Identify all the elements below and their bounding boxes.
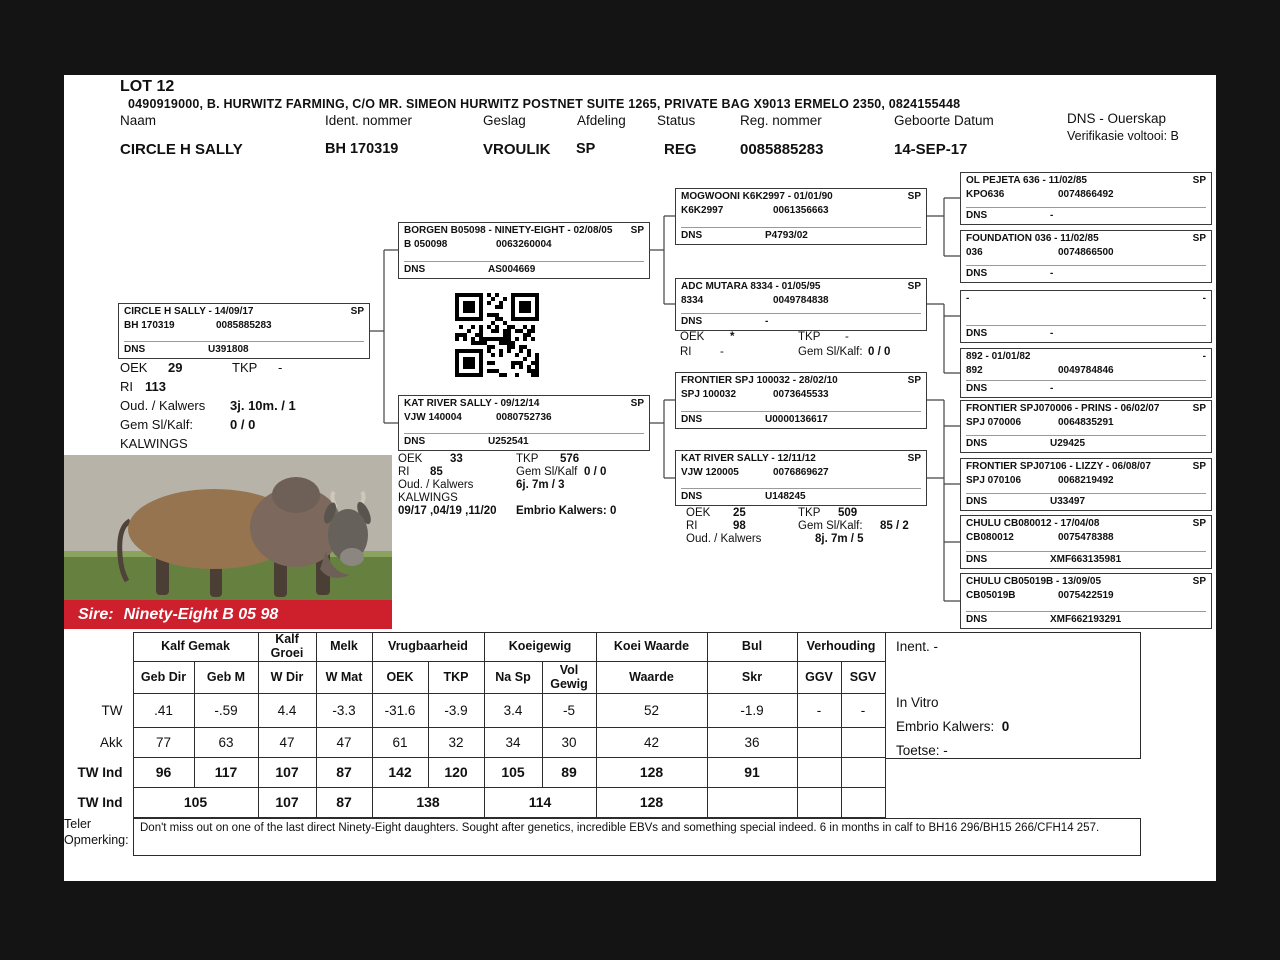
pedigree-box bbox=[960, 290, 1212, 343]
stat-label: OEK bbox=[398, 453, 423, 465]
remark-label bbox=[64, 816, 129, 849]
col-label-geslag: Geslag bbox=[483, 113, 526, 128]
pedigree-box bbox=[960, 230, 1212, 283]
remark-label-line1: Teler bbox=[64, 817, 92, 831]
stat-value: 85 / 2 bbox=[880, 520, 909, 532]
breeder-line: 0490919000, B. HURWITZ FARMING, C/O MR. SIMEON HURWITZ POSTNET SUITE 1265, PRIVATE BAG X9013 ERMELO 2350, 0824155448 bbox=[128, 97, 961, 111]
ebv-cell: -3.3 bbox=[316, 693, 372, 727]
stat-value: 33 bbox=[450, 453, 463, 465]
afdeling-badge: SP bbox=[1192, 576, 1206, 587]
ebv-cell bbox=[841, 757, 885, 787]
animal-id: BH 170319 bbox=[124, 319, 175, 331]
dam-stats bbox=[398, 453, 616, 518]
column-header: W Mat bbox=[316, 661, 372, 693]
dns-label: DNS bbox=[404, 435, 426, 447]
stat-label: KALWINGS bbox=[120, 436, 188, 451]
ebv-cell: -5 bbox=[542, 693, 596, 727]
stat-label: OEK bbox=[680, 331, 705, 343]
pedigree-box bbox=[398, 395, 650, 451]
stat-value: Embrio Kalwers: 0 bbox=[516, 505, 617, 517]
column-header-row bbox=[69, 661, 885, 693]
column-header: SGV bbox=[841, 661, 885, 693]
afdeling-badge: SP bbox=[1192, 518, 1206, 529]
animal-geboorte: 14-SEP-17 bbox=[894, 141, 968, 158]
dns-label: DNS bbox=[966, 267, 988, 279]
stat-label: OEK bbox=[120, 360, 148, 375]
animal-number: 0063260004 bbox=[496, 238, 552, 250]
animal-name: KAT RIVER SALLY - 09/12/14 bbox=[404, 398, 540, 409]
ebv-cell: 63 bbox=[194, 727, 258, 757]
row-label: TW Ind bbox=[77, 764, 123, 780]
pedigree-box bbox=[675, 450, 927, 506]
animal-number: 0074866500 bbox=[1058, 246, 1114, 258]
stat-label: RI bbox=[120, 379, 133, 394]
ebv-cell: 32 bbox=[428, 727, 484, 757]
pedigree-box bbox=[960, 348, 1212, 398]
group-header: Verhouding bbox=[797, 633, 885, 662]
dns-value: U29425 bbox=[1050, 437, 1086, 449]
col-label-geboorte: Geboorte Datum bbox=[894, 113, 994, 128]
animal-number: 0068219492 bbox=[1058, 474, 1114, 486]
ebv-cell bbox=[797, 757, 841, 787]
pedigree-box bbox=[960, 515, 1212, 569]
ebv-cell: 87 bbox=[316, 757, 372, 787]
embrio-text bbox=[896, 719, 1009, 734]
dns-value: AS004669 bbox=[488, 263, 536, 275]
animal-id: 8334 bbox=[681, 294, 704, 306]
dns-label: DNS bbox=[404, 263, 426, 275]
stat-line bbox=[686, 533, 909, 546]
group-header: Kalf Groei bbox=[258, 633, 316, 662]
ebv-cell: -1.9 bbox=[707, 693, 797, 727]
bull-illustration bbox=[64, 455, 392, 600]
dns-label: DNS bbox=[966, 327, 988, 339]
dns-label: DNS bbox=[681, 315, 703, 327]
stat-value: 8j. 7m / 5 bbox=[815, 533, 864, 545]
ebv-cell bbox=[797, 787, 841, 817]
stat-line bbox=[120, 434, 296, 453]
stat-label: TKP bbox=[516, 453, 539, 465]
remark-box: Don't miss out on one of the last direct Ninety-Eight daughters. Sought after genetics, incredible EBVs and something special indeed. 6 in months in calf to BH16 296/BH15 266/CFH14 257. bbox=[133, 818, 1141, 856]
ebv-cell: 47 bbox=[258, 727, 316, 757]
animal-id: KPO636 bbox=[966, 188, 1005, 200]
dns-label: DNS bbox=[681, 229, 703, 241]
animal-id: SPJ 070106 bbox=[966, 474, 1022, 486]
stat-label: Gem Sl/Kalf: bbox=[798, 520, 863, 532]
animal-name: ADC MUTARA 8334 - 01/05/95 bbox=[681, 281, 821, 292]
stat-label: Gem Sl/Kalf: bbox=[798, 346, 863, 358]
dns-value: - bbox=[765, 315, 769, 327]
animal-id: CB080012 bbox=[966, 531, 1014, 543]
animal-number: 0075422519 bbox=[1058, 589, 1114, 601]
stat-value: 0 / 0 bbox=[230, 417, 256, 432]
dns-value: XMF662193291 bbox=[1050, 613, 1122, 625]
animal-name: FOUNDATION 036 - 11/02/85 bbox=[966, 233, 1099, 244]
group-header: Koei Waarde bbox=[596, 633, 707, 662]
stat-value: 85 bbox=[430, 466, 443, 478]
right-info-panel bbox=[885, 632, 1141, 759]
dns-label: DNS bbox=[966, 495, 988, 507]
invitro-text: In Vitro bbox=[896, 695, 939, 710]
ebv-cell: 105 bbox=[133, 787, 258, 817]
pedigree-box bbox=[960, 573, 1212, 629]
animal-number: 0064835291 bbox=[1058, 416, 1114, 428]
ebv-cell: 96 bbox=[133, 757, 194, 787]
dns-label: DNS bbox=[966, 613, 988, 625]
stat-label: Oud. / Kalwers bbox=[686, 533, 762, 545]
stat-value: - bbox=[720, 346, 724, 358]
stat-value: 576 bbox=[560, 453, 580, 465]
stat-value: 6j. 7m / 3 bbox=[516, 479, 565, 491]
stat-value: 09/17 ,04/19 ,11/20 bbox=[398, 505, 497, 517]
group-header: Bul bbox=[707, 633, 797, 662]
afdeling-badge: SP bbox=[907, 375, 921, 386]
col-label-status: Status bbox=[657, 113, 696, 128]
column-header: TKP bbox=[428, 661, 484, 693]
animal-number: 0074866492 bbox=[1058, 188, 1114, 200]
dns-label: DNS bbox=[124, 343, 146, 355]
animal-name: CHULU CB05019B - 13/09/05 bbox=[966, 576, 1102, 587]
animal-number: 0061356663 bbox=[773, 204, 829, 216]
animal-number: 0049784838 bbox=[773, 294, 829, 306]
afdeling-badge: SP bbox=[907, 191, 921, 202]
animal-afdeling: SP bbox=[576, 141, 596, 157]
stat-label: Gem Sl/Kalf: bbox=[120, 417, 193, 432]
animal-status: REG bbox=[664, 141, 697, 158]
animal-number: 0049784846 bbox=[1058, 364, 1114, 376]
afdeling-badge: SP bbox=[907, 453, 921, 464]
pedigree-box bbox=[960, 172, 1212, 225]
ebv-cell: 107 bbox=[258, 757, 316, 787]
animal-number: 0076869627 bbox=[773, 466, 829, 478]
ebv-cell: .41 bbox=[133, 693, 194, 727]
group-header: Koeigewig bbox=[484, 633, 596, 662]
stat-value: 509 bbox=[838, 507, 858, 519]
animal-name: FRONTIER SPJ070006 - PRINS - 06/02/07 bbox=[966, 403, 1160, 414]
ebv-cell: 120 bbox=[428, 757, 484, 787]
animal-number: 0080752736 bbox=[496, 411, 552, 423]
dns-label: DNS bbox=[966, 209, 988, 221]
remark-label-line2: Opmerking: bbox=[64, 833, 129, 848]
pedigree-box bbox=[675, 372, 927, 429]
animal-id: K6K2997 bbox=[681, 204, 724, 216]
ebv-cell bbox=[707, 787, 797, 817]
ebv-row bbox=[69, 727, 885, 757]
ebv-merged-row bbox=[69, 787, 885, 817]
ebv-cell: 42 bbox=[596, 727, 707, 757]
inent-text: Inent. - bbox=[896, 639, 939, 654]
stat-line bbox=[398, 466, 616, 479]
stat-value: 0 / 0 bbox=[868, 346, 891, 358]
sire-photo bbox=[64, 455, 392, 600]
ebv-cell: 91 bbox=[707, 757, 797, 787]
stat-line bbox=[680, 345, 890, 360]
kat-stats bbox=[686, 507, 909, 546]
ebv-cell: - bbox=[797, 693, 841, 727]
ebv-row bbox=[69, 757, 885, 787]
animal-name: OL PEJETA 636 - 11/02/85 bbox=[966, 175, 1087, 186]
ebv-cell: 142 bbox=[372, 757, 428, 787]
stat-label: TKP bbox=[798, 507, 821, 519]
pedigree-box bbox=[398, 222, 650, 279]
catalog-page bbox=[64, 75, 1216, 881]
stat-line bbox=[686, 507, 909, 520]
qr-code bbox=[455, 293, 539, 377]
dns-value: U0000136617 bbox=[765, 413, 828, 425]
stat-value: - bbox=[278, 360, 283, 375]
column-header: OEK bbox=[372, 661, 428, 693]
column-header: Geb M bbox=[194, 661, 258, 693]
animal-number: 0085885283 bbox=[216, 319, 272, 331]
embrio-value: 0 bbox=[1001, 719, 1010, 734]
dns-value: XMF663135981 bbox=[1050, 553, 1122, 565]
ebv-cell: -.59 bbox=[194, 693, 258, 727]
animal-naam: CIRCLE H SALLY bbox=[120, 141, 243, 158]
ebv-cell: 34 bbox=[484, 727, 542, 757]
afdeling-badge: - bbox=[1202, 293, 1206, 304]
afdeling-badge: SP bbox=[1192, 403, 1206, 414]
animal-name: FRONTIER SPJ07106 - LIZZY - 06/08/07 bbox=[966, 461, 1151, 472]
stat-label: TKP bbox=[232, 360, 258, 375]
stat-label: OEK bbox=[686, 507, 711, 519]
animal-name: FRONTIER SPJ 100032 - 28/02/10 bbox=[681, 375, 838, 386]
stat-line bbox=[120, 358, 296, 377]
dns-value: U252541 bbox=[488, 435, 529, 447]
ebv-cell: 4.4 bbox=[258, 693, 316, 727]
column-header: Geb Dir bbox=[133, 661, 194, 693]
group-header: Vrugbaarheid bbox=[372, 633, 484, 662]
stat-line bbox=[686, 520, 909, 533]
sire-banner-name: Ninety-Eight B 05 98 bbox=[123, 606, 279, 623]
animal-name: CHULU CB080012 - 17/04/08 bbox=[966, 518, 1100, 529]
afdeling-badge: SP bbox=[630, 398, 644, 409]
stat-line bbox=[398, 492, 616, 505]
animal-id: VJW 120005 bbox=[681, 466, 739, 478]
stat-line bbox=[680, 330, 890, 345]
animal-id: SPJ 100032 bbox=[681, 388, 737, 400]
ebv-cell: 138 bbox=[372, 787, 484, 817]
afdeling-badge: SP bbox=[907, 281, 921, 292]
ebv-cell bbox=[797, 727, 841, 757]
pedigree-box bbox=[675, 278, 927, 331]
stat-value: 113 bbox=[145, 379, 166, 394]
stat-value: 25 bbox=[733, 507, 746, 519]
animal-id: 892 bbox=[966, 364, 983, 376]
afdeling-badge: SP bbox=[350, 306, 364, 317]
animal-id: SPJ 070006 bbox=[966, 416, 1022, 428]
pedigree-box bbox=[960, 400, 1212, 453]
ebv-cell: 52 bbox=[596, 693, 707, 727]
col-label-reg: Reg. nommer bbox=[740, 113, 822, 128]
toetse-text: Toetse: - bbox=[896, 743, 948, 758]
pedigree-box bbox=[118, 303, 370, 359]
ebv-cell: 36 bbox=[707, 727, 797, 757]
ebv-cell: 47 bbox=[316, 727, 372, 757]
stat-label: RI bbox=[398, 466, 410, 478]
ebv-cell: - bbox=[841, 693, 885, 727]
ebv-cell: 128 bbox=[596, 787, 707, 817]
animal-id: CB05019B bbox=[966, 589, 1016, 601]
afdeling-badge: SP bbox=[1192, 461, 1206, 472]
sire-banner bbox=[64, 600, 392, 629]
animal-name: KAT RIVER SALLY - 12/11/12 bbox=[681, 453, 816, 464]
column-header: Vol Gewig bbox=[542, 661, 596, 693]
animal-id: VJW 140004 bbox=[404, 411, 462, 423]
stat-label: Oud. / Kalwers bbox=[398, 479, 474, 491]
afdeling-badge: SP bbox=[1192, 233, 1206, 244]
column-header: Skr bbox=[707, 661, 797, 693]
animal-id: 036 bbox=[966, 246, 983, 258]
afdeling-badge: SP bbox=[1192, 175, 1206, 186]
ebv-cell: 61 bbox=[372, 727, 428, 757]
stat-label: KALWINGS bbox=[398, 492, 458, 504]
dns-value: U33497 bbox=[1050, 495, 1086, 507]
dns-label: DNS bbox=[681, 413, 703, 425]
dns-value: U391808 bbox=[208, 343, 249, 355]
dns-value: - bbox=[1050, 382, 1054, 394]
afdeling-badge: SP bbox=[630, 225, 644, 236]
stat-line bbox=[398, 453, 616, 466]
ebv-cell: 128 bbox=[596, 757, 707, 787]
ebv-cell: 30 bbox=[542, 727, 596, 757]
stat-label: TKP bbox=[798, 331, 821, 343]
stat-label: Oud. / Kalwers bbox=[120, 398, 206, 413]
column-header: Na Sp bbox=[484, 661, 542, 693]
pedigree-box bbox=[960, 458, 1212, 511]
stat-value: - bbox=[845, 331, 849, 343]
row-label: Akk bbox=[99, 734, 123, 750]
stat-line bbox=[398, 505, 616, 518]
stat-line bbox=[120, 415, 296, 434]
verifikasie-status: Verifikasie voltooi: B bbox=[1067, 129, 1179, 143]
animal-name: CIRCLE H SALLY - 14/09/17 bbox=[124, 306, 254, 317]
group-header: Melk bbox=[316, 633, 372, 662]
dns-label: DNS bbox=[966, 553, 988, 565]
dns-value: - bbox=[1050, 267, 1054, 279]
dns-label: DNS bbox=[681, 490, 703, 502]
ebv-cell: 89 bbox=[542, 757, 596, 787]
row-label: TW bbox=[101, 702, 123, 718]
dns-value: - bbox=[1050, 327, 1054, 339]
adc-stats bbox=[680, 330, 890, 360]
animal-name: MOGWOONI K6K2997 - 01/01/90 bbox=[681, 191, 833, 202]
col-label-naam: Naam bbox=[120, 113, 157, 128]
ebv-cell: 105 bbox=[484, 757, 542, 787]
stat-line bbox=[398, 479, 616, 492]
ebv-cell: 3.4 bbox=[484, 693, 542, 727]
stat-value: 3j. 10m. / 1 bbox=[230, 398, 296, 413]
afdeling-badge: - bbox=[1202, 351, 1206, 362]
stat-label: RI bbox=[686, 520, 698, 532]
dns-label: DNS bbox=[966, 437, 988, 449]
sire-banner-label: Sire: bbox=[78, 606, 114, 623]
ebv-cell bbox=[841, 787, 885, 817]
row-label: TW Ind bbox=[77, 794, 123, 810]
dns-value: P4793/02 bbox=[765, 229, 808, 241]
stat-value: 0 / 0 bbox=[584, 466, 607, 478]
group-header-row bbox=[69, 633, 885, 662]
embrio-label: Embrio Kalwers: bbox=[896, 719, 995, 734]
column-header: GGV bbox=[797, 661, 841, 693]
col-label-dns: DNS - Ouerskap bbox=[1067, 111, 1167, 126]
animal-geslag: VROULIK bbox=[483, 141, 551, 158]
dns-value: U148245 bbox=[765, 490, 806, 502]
ebv-cell: 77 bbox=[133, 727, 194, 757]
animal-number: 0073645533 bbox=[773, 388, 829, 400]
stat-line bbox=[120, 377, 296, 396]
animal-name: BORGEN B05098 - NINETY-EIGHT - 02/08/05 bbox=[404, 225, 613, 236]
col-label-ident: Ident. nommer bbox=[325, 113, 413, 128]
group-header: Kalf Gemak bbox=[133, 633, 258, 662]
column-header: W Dir bbox=[258, 661, 316, 693]
stat-line bbox=[120, 396, 296, 415]
stat-value: 98 bbox=[733, 520, 746, 532]
stat-label: RI bbox=[680, 346, 692, 358]
ebv-row bbox=[69, 693, 885, 727]
ebv-cell: -3.9 bbox=[428, 693, 484, 727]
stat-value: 29 bbox=[168, 360, 183, 375]
ebv-cell: 117 bbox=[194, 757, 258, 787]
dns-label: DNS bbox=[966, 382, 988, 394]
animal-id: B 050098 bbox=[404, 238, 448, 250]
animal-ident: BH 170319 bbox=[325, 141, 399, 157]
animal-name: 892 - 01/01/82 bbox=[966, 351, 1031, 362]
ebv-table bbox=[69, 632, 886, 818]
stat-value: * bbox=[730, 331, 735, 343]
animal-number: 0075478388 bbox=[1058, 531, 1114, 543]
ebv-cell: 114 bbox=[484, 787, 596, 817]
ebv-cell: -31.6 bbox=[372, 693, 428, 727]
col-label-afdeling: Afdeling bbox=[577, 113, 626, 128]
ebv-cell bbox=[841, 727, 885, 757]
pedigree-box bbox=[675, 188, 927, 245]
ebv-cell: 107 bbox=[258, 787, 316, 817]
lot-number: LOT 12 bbox=[120, 78, 175, 95]
dns-value: - bbox=[1050, 209, 1054, 221]
animal-reg: 0085885283 bbox=[740, 141, 824, 158]
animal-name: - bbox=[966, 293, 970, 304]
ebv-cell: 87 bbox=[316, 787, 372, 817]
stat-label: Gem Sl/Kalf bbox=[516, 466, 578, 478]
column-header: Waarde bbox=[596, 661, 707, 693]
